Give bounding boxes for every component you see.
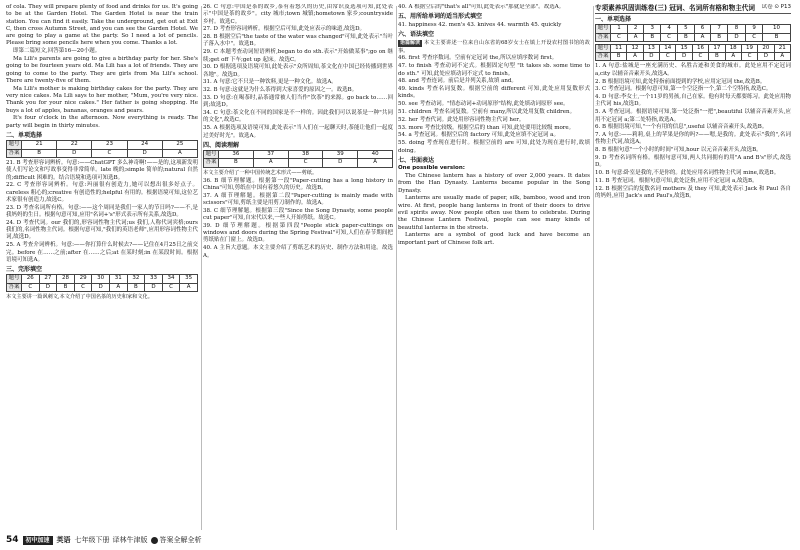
explanation-item: 32. B 句意:这就是为什么茶得到大家喜爱的原因之一。故选B。	[203, 87, 358, 94]
section-heading: 一、单项选择	[595, 16, 632, 23]
table-cell: 15	[676, 44, 692, 52]
bullet-icon	[151, 537, 158, 544]
table-cell: 23	[92, 141, 127, 149]
table-cell: A	[725, 53, 741, 61]
table-cell: 20	[758, 44, 774, 52]
table-cell: 19	[741, 44, 757, 52]
table-cell: 24	[127, 141, 162, 149]
table-cell: 16	[692, 44, 708, 52]
explanation-item: 31. A 句意:它不只是一种饮料,更是一种文化。故选A。	[203, 79, 337, 86]
table-cell: B	[57, 283, 75, 291]
table-cell: 14	[660, 44, 676, 52]
table-cell: 1	[611, 25, 628, 33]
explanation-item: 25. A 考查介词辨析。句意:——你打算什么时候去?——记住在4月25日之前交完。before 在……之前;after 在……之后;at 在某时刻;in 在某段时间。根据语境可知选A。	[6, 242, 198, 263]
table-cell: 22	[57, 141, 92, 149]
table-cell: B	[711, 33, 728, 41]
explanation-item: 23. D 考查名词所有格。句意:——这个周同是我们一家人的节日吗?——不,是我妈妈的生日。根据句意可知,应用"名词+'s"形式表示所有关系,故选D。	[6, 204, 198, 219]
explanation-item: 27. D 考查形容词辨析。根据空后可知,此处应表示的味道,故选D。	[203, 26, 366, 33]
table-cell: C	[288, 159, 323, 167]
table-cell: B	[611, 53, 627, 61]
table-cell: C	[661, 33, 678, 41]
table-cell: C	[22, 283, 40, 291]
explanation-item: 6. B 根据语境可知,"一个有用的信息",useful 以辅音音素开头,故选B。	[595, 124, 768, 131]
passage-paragraph: Ma Lili's mother is making birthday cakes for the party. They are very nice cakes. Ma Lili says to her mother, "Mum, you're very nice. Thank you for your nice cakes." Her father is going shopping. He buys a lot of apples, bananas, oranges and pears.	[6, 85, 198, 114]
explanation-item: 8. B 根据句意"一个小时的时间"可知,hour 以元音音素开头,故选B。	[595, 147, 762, 154]
explanation-item: 28. B 根据空后"the taste of the water was changed"可知,此处表示"当叶子落入水中"。故选B。	[203, 34, 393, 48]
passage-paragraph: Ma Lili's parents are going to give a birthday party for her. She's going to be fourteen years old. Ma Lili has a lot of friends. They are going to come to the party. They are girls from Ma Lili's school. There are twenty-five of them.	[6, 56, 198, 84]
table-cell: 21	[774, 44, 790, 52]
table-cell: 10	[763, 25, 791, 33]
passage-paragraph: It's four o'clock in the afternoon. Now everything is ready. The party will begin in thirty minutes.	[6, 115, 198, 129]
table-cell: D	[145, 283, 163, 291]
answer-table	[203, 150, 393, 168]
table-cell: 2	[627, 25, 644, 33]
explanation-item: 48. and 考查连词。前后是并列关系,故填 and。	[398, 78, 517, 85]
table-cell: 33	[145, 275, 163, 283]
series-badge: 初中加速	[23, 536, 53, 545]
table-cell: C	[692, 53, 708, 61]
table-label: 题号	[597, 44, 609, 51]
explanation-item: 35. A 根据选项及语境可知,此处表示"当人们在一起聊天时,茶能让他们一起度过美好时光"。故选A。	[203, 125, 393, 139]
table-cell: 3	[644, 25, 661, 33]
table-cell: 13	[643, 44, 659, 52]
table-cell: D	[643, 53, 659, 61]
table-cell: D	[676, 53, 692, 61]
table-cell: A	[774, 53, 790, 61]
grade-label: 七年级下册	[74, 536, 110, 544]
explanation-item: 12. B 根据空后的复数名词 mothers 及 they 可知,此处表示 Jack 和 Paul 各自的妈妈,应用 Jack's and Paul's,故选B。	[595, 185, 791, 200]
column-2	[203, 4, 393, 532]
section-heading: 七、书面表达	[398, 156, 435, 164]
table-cell: D	[758, 53, 774, 61]
table-cell: B	[678, 33, 695, 41]
table-label: 题号	[205, 151, 217, 158]
explanation-item: 38. C 细节理解题。根据第三段"Since the Song Dynasty, some people cut paper"可知,自宋代以来,一些人开始剪纸。故选C。	[203, 207, 393, 222]
column-divider	[201, 6, 202, 530]
table-cell: 39	[323, 151, 358, 159]
table-cell: C	[746, 33, 763, 41]
table-cell: 30	[92, 275, 110, 283]
explanation-item: 30. D 根据选项及语境可知,此处表示"众所周知,茶文化在中国已经传播到世界各地"。故选D。	[203, 64, 393, 78]
table-cell: 21	[22, 141, 57, 149]
explanation-item: 34. C 句意:茶文化在不同的国家是不一样的。因此我们可以说茶是一种"共同的文化",故选C。	[203, 110, 393, 124]
table-cell: C	[92, 149, 127, 157]
section-title: 专项素养巩固训练卷(三) 冠词、名词所有格和物主代词	[595, 4, 755, 12]
essay-label: One possible version:	[398, 165, 465, 172]
explanation-item: 39. D 细节理解题。根据第四段"People stick paper-cuttings on windows and doors during the Spring Festival"可知,人们在春节期间把剪纸贴在门窗上。故选D。	[203, 222, 393, 244]
section-heading: 五、用所给单词的适当形式填空	[398, 13, 483, 21]
table-cell: D	[92, 283, 110, 291]
explanation-item: 37. A 细节理解题。根据第二段"Paper-cutting is mainly made with scissors"可知,剪纸主要是用剪刀制作的。故选A。	[203, 192, 393, 206]
explanation-item: 1. A 句意:盐城是一座充满历史、名胜古迹和美食的城市。此处应用不定冠词 a,city 以辅音音素开头,故选A。	[595, 63, 791, 77]
table-cell: 29	[74, 275, 92, 283]
table-cell: 25	[162, 141, 197, 149]
table-cell: A	[627, 53, 643, 61]
table-label: 答案	[8, 283, 20, 290]
table-cell: B	[709, 53, 725, 61]
explanation-item: 36. B 细节理解题。根据第一段"Paper-cutting has a long history in China"可知,剪纸在中国有着悠久的历史。故选B。	[203, 177, 393, 191]
column-divider	[396, 6, 397, 530]
column-3	[398, 4, 590, 532]
passage-paragraph: of cola. They will prepare plenty of food and drinks for us. It's going to be at the Garden Hotel. The Garden Hotel is near the train station. You can find it easily. Take the underground, get out at Exit C, then cross Autumn Street, and you can see the Garden Hotel. We are going to play a game at the party. So I need a lot of pencils. Please bring some pencils here when you come. Thanks a lot.	[6, 4, 198, 47]
explanation-item: 29. C 本题考查动词短语辨析,began to do sth.表示"开始做某事";go on 继续;get off 下车;get up 起床。故选C。	[203, 49, 393, 63]
page-footer	[6, 533, 794, 547]
passage-badge: 语篇解读	[400, 40, 421, 47]
table-cell: 27	[39, 275, 57, 283]
table-cell: A	[694, 33, 711, 41]
table-label: 答案	[597, 33, 609, 40]
table-label: 题号	[597, 25, 609, 32]
table-cell: 11	[611, 44, 627, 52]
table-cell: 32	[127, 275, 145, 283]
table-cell: C	[162, 283, 180, 291]
explanation-item: 40. A 根据空后的"that's all"可知,此处表示"那就是全部"。故选A。	[398, 4, 565, 10]
explanation-item: 52. her 考查代词。此处用形容词性物主代词 her。	[398, 116, 525, 123]
table-cell: C	[741, 53, 757, 61]
explanation-item: 50. see 考查动词。"情态动词+动词原形"结构,此处填动词原形 see。	[398, 101, 569, 108]
answer-table	[595, 24, 791, 42]
column-4	[595, 4, 791, 532]
answer-table	[6, 274, 198, 292]
explanation-item: 54. a 考查冠词。根据空后的 factory 可知,此处应填不定冠词 a。	[398, 132, 559, 139]
table-cell: 36	[219, 151, 254, 159]
answer-line: 41. happiness 42. men's 43. knives 44. warmth 45. quickly	[398, 21, 562, 28]
passage-paragraph: 即第二篇短文,回答第16—20小题。	[13, 48, 101, 55]
table-cell: 8	[727, 25, 745, 33]
answer-table	[6, 140, 198, 158]
table-label: 答案	[597, 53, 609, 60]
table-cell: 34	[162, 275, 180, 283]
table-cell: 5	[678, 25, 695, 33]
table-cell: D	[57, 149, 92, 157]
table-cell: A	[358, 159, 393, 167]
answer-table	[595, 44, 791, 62]
table-cell: 18	[725, 44, 741, 52]
table-cell: C	[74, 283, 92, 291]
explanation-item: 24. D 考查代词。our 我们的,形容词性物主代词;us 我们,人称代词宾格;ours 我们的,名词性物主代词。根据句意可知,"我们的英语老师",应用形容词性物主代词,故选D。	[6, 219, 198, 241]
table-cell: 9	[746, 25, 763, 33]
explanation-item: 46. first 考查序数词。空前有定冠词 the,所以应填序数词 first。	[398, 55, 558, 62]
passage-summary: 本文主要介绍了一种中国传统艺术形式——剪纸。	[203, 169, 318, 176]
table-cell: 31	[109, 275, 127, 283]
essay-paragraph: The Chinese lantern has a history of over 2,000 years. It dates from the Han Dynasty. Lanterns became popular in the Song Dynasty.	[398, 172, 590, 194]
explanation-item: 22. C 考查形容词辨析。句意:玛丽很有创造力,她可以想出很多好点子。careless 粗心的;creative 有创造性的;helpful 有用的。根据语境可知,这位艺术家很有创造力,故选C。	[6, 182, 198, 203]
table-cell: B	[219, 159, 254, 167]
edition-label: 译林牛津版	[112, 536, 148, 544]
page-number: 54	[6, 535, 19, 545]
explanation-item: 10. B 句意:卧室是我的,不是你的。此处应用名词性物主代词 mine,故选B。	[595, 170, 780, 177]
column-divider	[593, 6, 594, 530]
explanation-item: 47. to finish 考查动词不定式。根据固定句型 "It takes sb. some time to do sth." 可知,此处应填动词不定式 to finish。	[398, 63, 590, 77]
table-label: 答案	[8, 149, 20, 156]
explanation-item: 21. B 考查形容词辨析。句意:——ChatGPT 多么神奇啊!——是的,这项新发明使人们写论文和写故事变得非常简单。late 晚的;simple 简单的;natural 自然的;difficult 困难的。结合语境和选项可知选B。	[6, 159, 198, 181]
table-cell: 7	[711, 25, 728, 33]
table-cell: A	[627, 33, 644, 41]
explanation-item: 11. B 考查冠词。根据句意可知,此处泛指,应用不定冠词 a,故选B。	[595, 177, 758, 184]
table-cell: 4	[661, 25, 678, 33]
table-cell: B	[127, 283, 145, 291]
table-cell: A	[253, 159, 288, 167]
section-heading: 三、完形填空	[6, 266, 43, 274]
subject-label: 英语	[56, 536, 71, 544]
passage-summary: 本文主要讲述一位来自山东省的68岁女士在镇上开设农村图书馆的故事。	[398, 40, 590, 54]
table-cell: D	[127, 149, 162, 157]
table-cell: A	[180, 283, 198, 291]
table-label: 题号	[8, 141, 20, 148]
section-title-bar	[595, 4, 791, 14]
explanation-item: 55. doing 考查现在进行时。根据空前的 are 可知,此处为现在进行时,故填 doing。	[398, 140, 590, 154]
explanation-item: 26. C 句意:中国是茶的故乡,茶有着悠久的历史,由常识及选项可知,此处表示"中国是茶的故乡"。city 城市;town 城镇;hometown 家乡;countryside 乡村。故选C。	[203, 4, 393, 25]
table-cell: A	[162, 149, 197, 157]
explanation-item: 7. A 句意:——莉莉,桌上的苹果是你的吗?——嗯,是我的。此处表示"我的",名词性物主代词,故选A。	[595, 132, 791, 146]
table-cell: D	[39, 283, 57, 291]
table-cell: B	[763, 33, 791, 41]
table-cell: D	[727, 33, 745, 41]
essay-paragraph: Lanterns are usually made of paper, silk, bamboo, wood and iron wire. At first, people hang lanterns in front of their doors to drive evil spirits away. Now people often use them to celebrate. During the Chinese Lantern Festival, people can see many kinds of beautiful lanterns in the streets.	[398, 195, 590, 231]
table-cell: 38	[288, 151, 323, 159]
table-cell: 37	[253, 151, 288, 159]
essay-paragraph: Lanterns are a symbol of good luck and have become an important part of Chinese folk art.	[398, 232, 590, 246]
page-reference: 试卷 ⊙ P13	[761, 4, 791, 11]
table-cell: B	[22, 149, 57, 157]
explanation-item: 40. A 主旨大意题。本文主要介绍了剪纸艺术的历史、制作方法和用途。故选A。	[203, 245, 393, 259]
table-cell: 28	[57, 275, 75, 283]
section-heading: 二、单项选择	[6, 132, 43, 140]
section-heading: 四、阅读理解	[203, 141, 240, 149]
section-heading: 六、语法填空	[398, 30, 435, 38]
explanation-item: 9. D 考查名词所有格。根据句意可知,两人共同拥有的用"A and B's"形式,故选D。	[595, 155, 791, 169]
table-cell: 6	[694, 25, 711, 33]
table-label: 答案	[205, 159, 217, 166]
explanation-item: 33. D 句意:在喝茶时,品茶通常被人们当作"饮茶"的来源。go back to……回到;故选D。	[203, 95, 393, 109]
table-cell: C	[660, 53, 676, 61]
column-1	[6, 4, 198, 532]
explanation-item: 3. C 考查冠词。根据句意可知,第一个空泛指一个,第二个空特指,故选C。	[595, 86, 772, 93]
table-cell: 35	[180, 275, 198, 283]
answer-label: 答案全解全析	[159, 536, 202, 544]
table-cell: 12	[627, 44, 643, 52]
explanation-item: 4. D 句意:李女士,一个11岁的男孩,自己在家。他有时每天都要练习。此处应用物主代词 his,故选D。	[595, 94, 791, 108]
table-cell: 17	[709, 44, 725, 52]
explanation-item: 49. kinds 考查名词复数。根据空前的 different 可知,此处应用复数形式 kinds。	[398, 86, 590, 100]
table-cell: B	[644, 33, 661, 41]
passage-summary: 本文主要讲一篇讽刺文,本文介绍了中国名茶的历史和家和文化。	[6, 293, 153, 300]
explanation-item: 2. B 根据语境可知,此处特指前面提到的学校,应用定冠词 the,故选B。	[595, 78, 766, 85]
table-cell: C	[611, 33, 628, 41]
table-label: 题号	[8, 275, 20, 282]
table-cell: 26	[22, 275, 40, 283]
explanation-item: 5. A 考查冠词。根据语境可知,第一处泛指"一把",beautiful 以辅音音素开头,应用不定冠词 a;第二处特指,故选A。	[595, 109, 791, 123]
explanation-item: 53. more 考查比较级。根据空后的 than 可知,此处要用比较级 more。	[398, 124, 575, 131]
explanation-item: 51. children 考查名词复数。空前有 many,所以此处用复数 children。	[398, 109, 576, 116]
table-cell: A	[109, 283, 127, 291]
table-cell: 40	[358, 151, 393, 159]
table-cell: D	[323, 159, 358, 167]
